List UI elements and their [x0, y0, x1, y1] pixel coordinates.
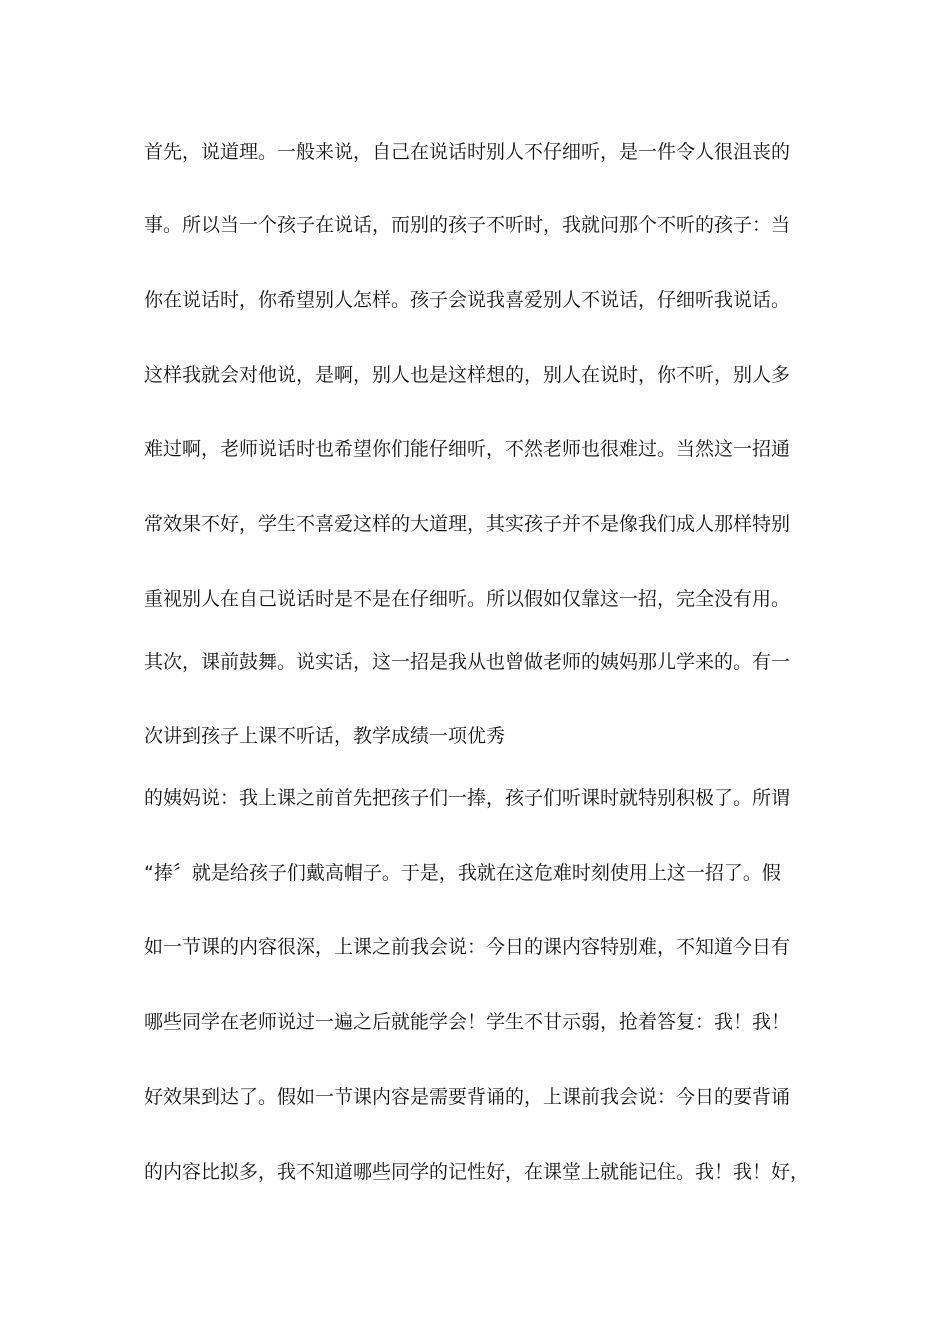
- text-line: 难过啊，老师说话时也希望你们能仔细听，不然老师也很难过。当然这一招通: [144, 438, 791, 460]
- text-line: 你在说话时，你希望别人怎样。孩子会说我喜爱别人不说话，仔细听我说话。: [144, 289, 791, 311]
- text-line: 如一节课的内容很深，上课之前我会说：今日的课内容特别难，不知道今日有: [144, 936, 791, 958]
- text-line: 常效果不好，学生不喜爱这样的大道理，其实孩子并不是像我们成人那样特别: [144, 513, 791, 535]
- text-line: “捧〞就是给孩子们戴高帽子。于是，我就在这危难时刻使用上这一招了。假: [144, 862, 781, 884]
- text-line: 重视别人在自己说话时是不是在仔细听。所以假如仅靠这一招，完全没有用。: [144, 588, 791, 610]
- text-line: 的姨妈说：我上课之前首先把孩子们一捧，孩子们听课时就特别积极了。所谓: [144, 787, 791, 809]
- text-line: 的内容比拟多，我不知道哪些同学的记性好，在课堂上就能记住。我！我！好，: [144, 1161, 810, 1183]
- text-line: 好效果到达了。假如一节课内容是需要背诵的，上课前我会说：今日的要背诵: [144, 1086, 791, 1108]
- text-line: 首先，说道理。一般来说，自己在说话时别人不仔细听，是一件令人很沮丧的: [144, 141, 791, 163]
- text-line: 哪些同学在老师说过一遍之后就能学会！学生不甘示弱，抢着答复：我！我！: [144, 1011, 791, 1033]
- text-line: 事。所以当一个孩子在说话，而别的孩子不听时，我就问那个不听的孩子：当: [144, 214, 791, 236]
- text-line: 这样我就会对他说，是啊，别人也是这样想的，别人在说时，你不听，别人多: [144, 364, 791, 386]
- text-line: 次讲到孩子上课不听话，教学成绩一项优秀: [144, 725, 506, 747]
- text-line: 其次，课前鼓舞。说实话，这一招是我从也曾做老师的姨妈那儿学来的。有一: [144, 651, 791, 673]
